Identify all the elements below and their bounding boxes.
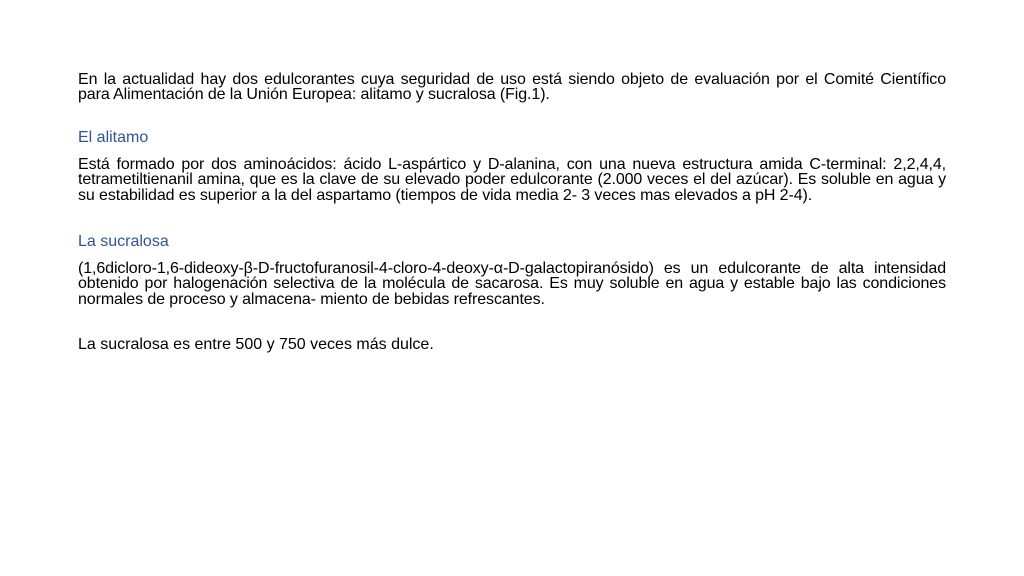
sucralosa-heading: La sucralosa xyxy=(78,233,169,251)
sucralosa-sweetness-text: La sucralosa es entre 500 y 750 veces más dulce. xyxy=(78,336,434,354)
intro-paragraph: En la actualidad hay dos edulcorantes cuya seguridad de uso está siendo objeto de evaluación por el Comité Científico para Alimentación de la Unión Europea: alitamo y sucralosa (Fig.1). xyxy=(78,71,946,104)
slide-content xyxy=(78,72,946,354)
alitamo-paragraph: Está formado por dos aminoácidos: ácido L-aspártico y D-alanina, con una nueva estructura amida C-terminal: 2,2,4,4, tetrametiltienanil amina, que es la clave de su elevado poder edulcorante (2.000 veces el del azúcar). Es soluble en agua y su estabilidad es superior a la del aspartamo (tiempos de vida media 2- 3 veces mas elevados a pH 2-4). xyxy=(78,155,946,204)
sucralosa-paragraph: (1,6dicloro-1,6-dideoxy-β-D-fructofuranosil-4-cloro-4-deoxy-α-D-galactopiranósido) es un edulcorante de alta intensidad obtenido por halogenación selectiva de la molécula de sacarosa. Es muy soluble en agua y estable bajo las condiciones normales de proceso y almacena- miento de bebidas refrescantes. xyxy=(78,260,946,308)
alitamo-heading: El alitamo xyxy=(78,128,149,146)
